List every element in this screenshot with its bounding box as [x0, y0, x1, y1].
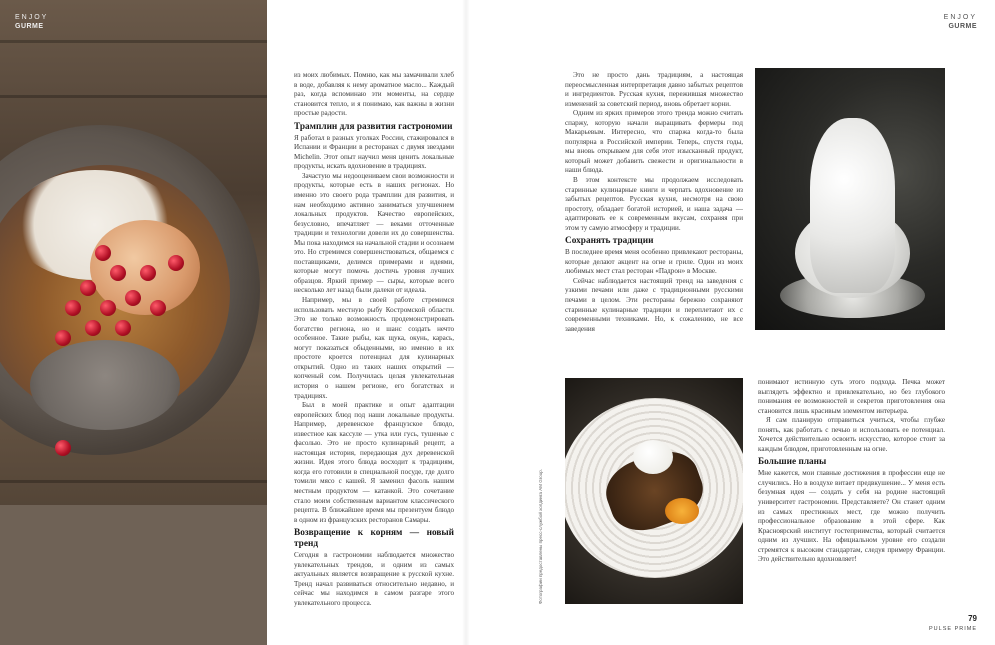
- paragraph: Я сам планирую отправиться учиться, чтобы глубже понять, как работать с печью и использовать ее потенциал. Хочется действительно освоить искусство, которое стоит за каждым блюдом, приготовленным на огне.: [758, 416, 945, 453]
- paragraph: из моих любимых. Помню, как мы замачивали хлеб в воде, добавляя к нему ароматное масло... Каждый раз, когда вспоминаю эти моменты, на сердце становится тепло, и я понимаю, как важны в жизни простые радости.: [294, 71, 454, 118]
- paragraph: Это не просто дань традициям, а настоящая переосмысленная интерпретация давно забытых рецептов и ингредиентов. Русская кухня, пережившая множество изменений за советский период, вновь обретает корни.: [565, 71, 743, 108]
- section-title: GURME: [948, 23, 977, 30]
- section-header-right: [944, 13, 977, 31]
- paragraph: Сегодня в гастрономии наблюдается множество увлекательных трендов, и одним из самых актуальных является возвращение к русской кухне. Тренд начал развиваться относительно недавно, и сейчас мы находимся в самом разгаре этого увлекательного процесса.: [294, 551, 454, 607]
- magazine-name: PULSE PRIME: [929, 626, 977, 632]
- paragraph: Был в моей практике и опыт адаптации европейских блюд под наши локальные продукты. Например, деревенское французское блюдо, известное как кассуле — утка или гусь, тушеные с фасолью. Это не просто кулинарный рецепт, а настоящая история, передающая дух деревенской жизни. Идея этого блюда восходит к традициям, когда его готовили в специальной посуде, где долго томили мясо с кашей. Я заменил фасоль нашим местным продуктом — катанкой. Это сочетание стало моим собственным вариантом классического рецепта. В ближайшее время мы презентуем блюдо в одном из французских ресторанов Самары.: [294, 401, 454, 524]
- subheading: Трамплин для развития гастрономии: [294, 121, 453, 132]
- text-column-1: [294, 71, 454, 608]
- page-number: 79: [968, 614, 977, 623]
- paragraph: Например, мы в своей работе стремимся использовать местную рыбу Костромской области. Это не только возможность продемонстрировать богатство региона, но и шанс создать нечто особенное. Такие рыбы, как щука, окунь, карась, могут показаться обыденными, но именно в их простоте кроется потенциал для кулинарных открытий. Одно из таких наших открытий — копченый сом. Получилась целая увлекательная история о нашем регионе, его богатствах и традициях.: [294, 296, 454, 400]
- paragraph: Мне кажется, мои главные достижения в профессии еще не случились. Но в воздухе витает предвкушение... У меня есть безумная идея — создать у себя на родине настоящий университет гастрономии. Представляете? Он станет одним из самых престижных мест, где можно получить профессиональное образование в этой сфере. Как Красноярский институт гостеприимства, который считается одним из лучших. На официальном уровне его создали стремятся к высоким стандартам, следуя примеру Франции. Это действительно вдохновляет!: [758, 469, 945, 564]
- subheading: Сохранять традиции: [565, 236, 654, 247]
- paragraph: Одним из ярких примеров этого тренда можно считать спаржу, которую начали выращивать фермеры под Макарьевым. Интересно, что спаржа когда-то была популярна в Российской империи. Теперь, спустя годы, мы вновь открываем для себя этот изысканный продукт, который может добавить свежести и оригинальности в наши блюда.: [565, 109, 743, 175]
- section-header-left: [15, 13, 48, 31]
- spread-gutter: [462, 0, 470, 645]
- subheading: Возвращение к корням — новый тренд: [294, 528, 454, 550]
- section-title: GURME: [15, 23, 44, 30]
- subheading: Большие планы: [758, 457, 827, 468]
- plated-dish-photo: [565, 378, 743, 604]
- text-column-3: [758, 378, 945, 565]
- section-label: ENJOY: [15, 14, 49, 21]
- paragraph: В этом контексте мы продолжаем исследовать старинные кулинарные книги и черпать вдохновение из забытых рецептов. Русская кухня, несмотря на свою простоту, обладает богатой историей, и наша задача — адаптировать ее к современным вкусам, сохраняя при этом ту самую атмосферу и традиции.: [565, 176, 743, 232]
- section-label: ENJOY: [943, 14, 977, 21]
- paragraph: Зачастую мы недооцениваем свои возможности и продукты, которые есть в наших регионах. Но именно это своего рода трамплин для развития, и нам необходимо активно заниматься улучшением локальных продуктов. Качество европейских, безусловно, впечатляет — веками отточенные традиции и технологии довели их до совершенства. Мы пока находимся на начальной стадии и осознаем это. Но стремимся совершенствоваться, общаемся с поставщиками, делимся примерами и идеями, которые могут помочь достичь уровня лучших образцов. Яркий пример — сыры, которые всего несколько лет назад были далеки от идеала.: [294, 171, 454, 295]
- paragraph: понимают истинную суть этого подхода. Печка может выглядеть эффектно и привлекательно, но без глубокого понимания ее возможностей и секретов приготовления она становится лишь красивым элементом интерьера.: [758, 378, 945, 415]
- dessert-photo: [755, 68, 945, 330]
- photo-credit: Фотографии предоставлены пресс-службой холдинга AM Group.: [538, 468, 543, 604]
- paragraph: Я работал в разных уголках России, стажировался в Испании и Франции в ресторанах с двумя звездами Michelin. Этот опыт научил меня ценить локальные продукты, искать вдохновение в традициях.: [294, 133, 454, 171]
- text-column-2: [565, 71, 743, 334]
- paragraph: Сейчас наблюдается настоящий тренд на заведения с узкими печами или даже с традиционными русскими печами в целом. Эти рестораны бережно сохраняют старинные кулинарные традиции и переплетают их с современными техниками. Но, к сожалению, не все заведения: [565, 276, 743, 333]
- paragraph: В последнее время меня особенно привлекают рестораны, которые делают акцент на огне и гриле. Один из моих любимых мест стал ресторан «Падрон» в Москве.: [565, 248, 743, 276]
- left-food-photo: [0, 0, 267, 645]
